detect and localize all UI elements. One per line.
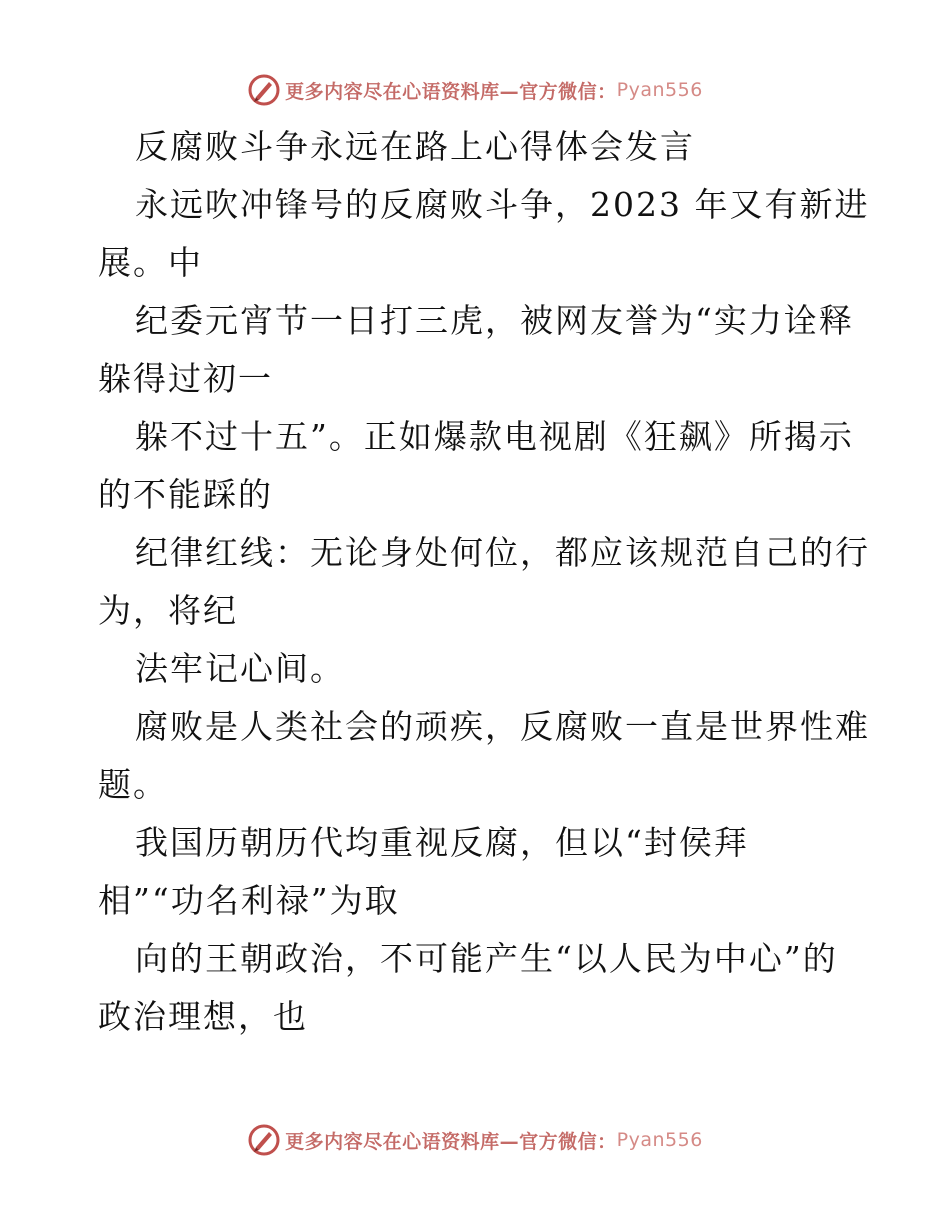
header-watermark — [0, 70, 950, 110]
text-line: 躲得过初一 — [98, 359, 273, 398]
text-line: 为，将纪 — [98, 591, 238, 630]
brand-logo-icon — [247, 1123, 281, 1157]
brand-logo-icon — [247, 73, 281, 107]
footer-watermark — [0, 1120, 950, 1160]
text-line: 我国历朝历代均重视反腐，但以“封侯拜 — [135, 823, 749, 862]
text-line: 反腐败斗争永远在路上心得体会发言 — [135, 127, 695, 166]
text-line: 的不能踩的 — [98, 475, 273, 514]
text-line: 向的王朝政治，不可能产生“以人民为中心”的 — [135, 939, 838, 978]
text-line: 永远吹冲锋号的反腐败斗争，2023 年又有新进 — [135, 185, 870, 224]
watermark-text: 更多内容尽在心语资料库—官方微信： — [285, 1130, 617, 1153]
text-line: 法牢记心间。 — [135, 649, 345, 688]
text-line: 相”“功名利禄”为取 — [98, 881, 400, 920]
text-line: 躲不过十五”。正如爆款电视剧《狂飙》所揭示 — [135, 417, 854, 456]
text-line: 展。中 — [98, 243, 203, 282]
watermark-text: 更多内容尽在心语资料库—官方微信： — [285, 80, 617, 103]
text-line: 腐败是人类社会的顽疾，反腐败一直是世界性难 — [135, 707, 870, 746]
watermark-wechat-id: Pyan556 — [616, 1129, 703, 1151]
text-line: 纪律红线：无论身处何位，都应该规范自己的行 — [135, 533, 870, 572]
document-body — [98, 118, 870, 1046]
text-line: 政治理想，也 — [98, 997, 308, 1036]
text-line: 题。 — [98, 765, 168, 804]
text-line: 纪委元宵节一日打三虎，被网友誉为“实力诠释 — [135, 301, 854, 340]
watermark-wechat-id: Pyan556 — [616, 79, 703, 101]
